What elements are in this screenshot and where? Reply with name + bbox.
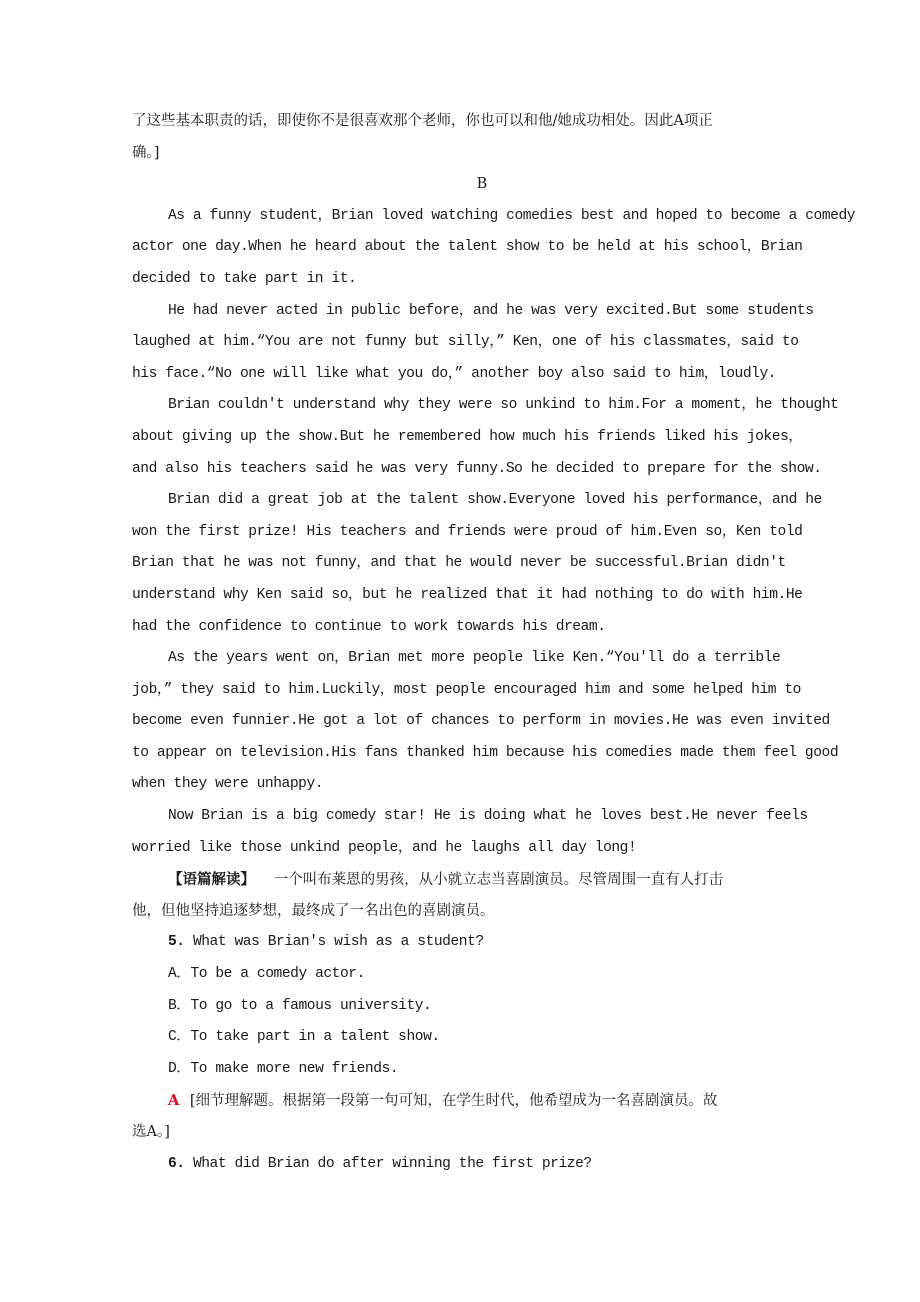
passage-line: understand why Ken said so，but he realized that it had nothing to do with him.He [132,586,803,603]
answer-letter: A [168,1092,180,1110]
option-d: D．To make more new friends. [168,1060,399,1077]
summary-text: 一个叫布莱恩的男孩，从小就立志当喜剧演员。尽管周围一直有人打击 [273,872,724,889]
summary-line-2: 他，但他坚持追逐梦想，最终成了一名出色的喜剧演员。 [132,902,495,919]
passage-paragraph-5 [132,643,852,801]
passage-line: won the first prize! His teachers and friends were proud of him.Even so，Ken told [132,523,803,540]
passage-line: and also his teachers said he was very funny.So he decided to prepare for the show. [132,460,822,477]
option-c: C．To take part in a talent show. [168,1029,440,1046]
passage-line: become even funnier.He got a lot of chances to perform in movies.He was even invited [132,713,830,730]
passage-line: He had never acted in public before，and he was very excited.But some students [168,302,814,319]
prev-explanation-line-1: 了这些基本职责的话，即使你不是很喜欢那个老师，你也可以和他/她成功相处。因此A项正 [132,113,713,129]
question-number: 5. [168,934,185,951]
passage-paragraph-4 [132,485,852,643]
passage-paragraph-1 [132,201,856,296]
passage-line: his face.“No one will like what you do，” another boy also said to him，loudly. [132,365,777,382]
question-text: What did Brian do after winning the first prize? [192,1155,592,1172]
passage-paragraph-2 [132,296,852,391]
option-b: B．To go to a famous university. [168,997,432,1014]
passage-paragraph-3 [132,390,852,485]
passage-line: Now Brian is a big comedy star! He is doing what he loves best.He never feels [168,808,808,825]
section-label: B [476,176,488,193]
passage-line: about giving up the show.But he remembered how much his friends liked his jokes， [132,428,803,445]
answer-explanation-line-2: 选A。] [132,1124,170,1140]
question-stem [132,1149,852,1181]
explanation-text: [细节理解题。根据第一段第一句可知，在学生时代，他希望成为一名喜剧演员。故 [189,1093,718,1110]
question-5 [132,927,852,1148]
question-number: 6. [168,1155,185,1172]
passage-line: when they were unhappy. [132,776,324,793]
passage-line: decided to take part in it. [132,270,357,287]
passage-line: had the confidence to continue to work towards his dream. [132,618,606,635]
summary-block [132,864,852,927]
summary-label: 【语篇解读】 [168,871,255,889]
passage-line: Brian couldn't understand why they were so unkind to him.For a moment，he thought [168,397,839,414]
answer-explanation-line-1 [132,1085,852,1117]
passage-line: Brian did a great job at the talent show.Everyone loved his performance，and he [168,492,822,509]
document-page [132,106,856,1180]
option-a: A．To be a comedy actor. [168,966,365,983]
question-6 [132,1149,852,1181]
summary-line-1 [132,864,852,896]
passage-line: worried like those unkind people，and he laughs all day long! [132,839,637,856]
passage-line: to appear on television.His fans thanked him because his comedies made them feel good [132,744,839,761]
passage-line: As the years went on，Brian met more people like Ken.“You'll do a terrible [168,650,781,667]
question-text: What was Brian's wish as a student? [192,934,484,951]
passage-line: As a funny student，Brian loved watching comedies best and hoped to become a comedy [168,207,856,224]
question-stem [132,927,852,959]
passage-line: Brian that he was not funny，and that he would never be successful.Brian didn't [132,555,786,572]
passage-paragraph-6 [132,801,852,864]
passage-line: actor one day.When he heard about the talent show to be held at his school，Brian [132,239,803,256]
passage-line: job，” they said to him.Luckily，most people encouraged him and some helped him to [132,681,801,698]
passage-line: laughed at him.“You are not funny but silly，” Ken，one of his classmates，said to [132,334,799,351]
prev-explanation-line-2: 确。] [132,144,160,161]
